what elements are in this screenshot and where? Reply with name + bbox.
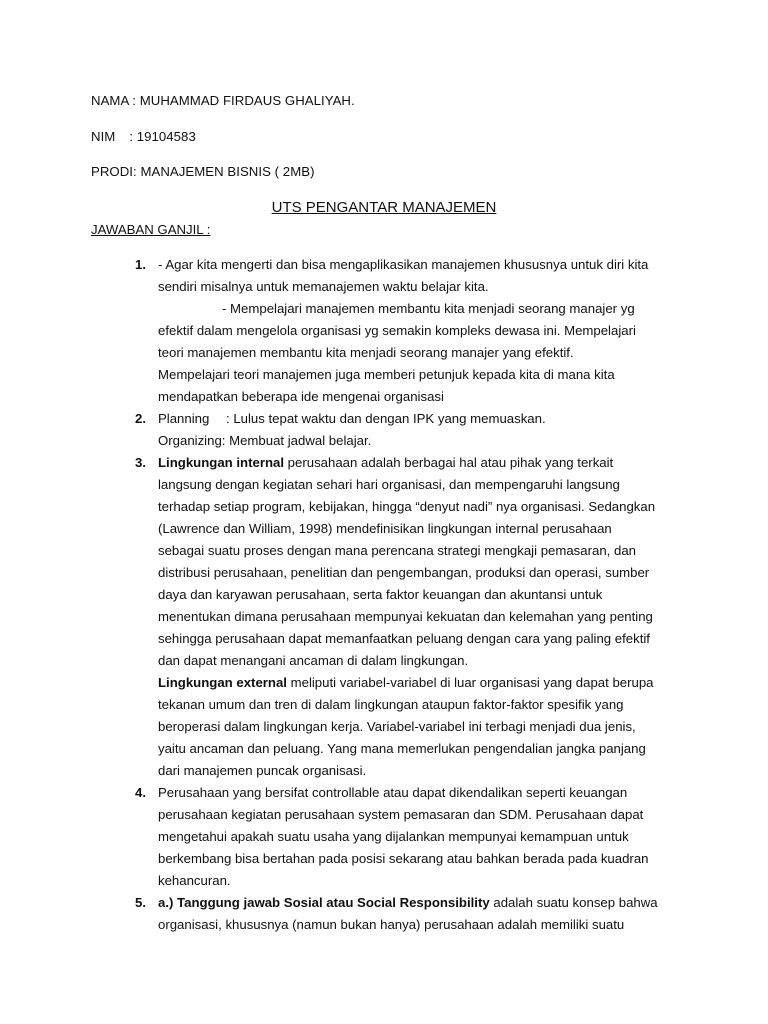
text-line: mendapatkan beberapa ide mengenai organisasi [158, 389, 444, 404]
student-nim [91, 129, 196, 144]
text-line: teori manajemen membantu kita menjadi seorang manajer yang efektif. [158, 345, 574, 360]
item-number: 3. [135, 455, 146, 470]
text-line: (Lawrence dan William, 1998) mendefinisikan lingkungan internal perusahaan [158, 521, 612, 536]
term-external: Lingkungan external [158, 675, 287, 690]
text-line: efektif dalam mengelola organisasi yg semakin kompleks dewasa ini. Mempelajari [158, 323, 636, 338]
text-line: dan dapat menangani ancaman di dalam lingkungan. [158, 653, 469, 668]
text-line: terhadap setiap program, kebijakan, hingga “denyut nadi” nya organisasi. Sedangkan [158, 499, 656, 514]
text-line: sebagai suatu proses dengan mana perencana strategi mengkaji pemasaran, dan [158, 543, 636, 558]
planning-label: Planning [158, 411, 210, 426]
text-span: perusahaan adalah berbagai hal atau pihak yang terkait [284, 455, 614, 470]
text-line [158, 892, 691, 914]
text-line: distribusi perusahaan, penelitian dan pengembangan, produksi dan operasi, sumber [158, 565, 650, 580]
text-line: - Mempelajari manajemen membantu kita menjadi seorang manajer yg [222, 301, 635, 316]
student-name: NAMA : MUHAMMAD FIRDAUS GHALIYAH. [91, 93, 355, 108]
text-line: yaitu ancaman dan peluang. Yang mana memerlukan pengendalian jangka panjang [158, 741, 646, 756]
page-title: UTS PENGANTAR MANAJEMEN [271, 199, 497, 216]
text-line [158, 452, 691, 474]
text-line: kehancuran. [158, 873, 231, 888]
text-line [158, 408, 691, 430]
list-item [91, 782, 691, 892]
text-line: menentukan dimana perusahaan mempunyai kekuatan dan kelemahan yang penting [158, 609, 653, 624]
text-line: perusahaan kegiatan perusahaan system pemasaran dan SDM. Perusahaan dapat [158, 807, 644, 822]
text-line: sendiri misalnya untuk memanajemen waktu belajar kita. [158, 279, 489, 294]
list-item [91, 452, 691, 782]
text-line: mengetahui apakah suatu usaha yang dijalankan mempunyai kemampuan untuk [158, 829, 629, 844]
student-prodi: PRODI: MANAJEMEN BISNIS ( 2MB) [91, 164, 315, 179]
text-line: dari manajemen puncak organisasi. [158, 763, 367, 778]
text-line: organisasi, khususnya (namun bukan hanya) perusahaan adalah memiliki suatu [158, 917, 625, 932]
text-line: tekanan umum dan tren di dalam lingkungan ataupun faktor-faktor spesifik yang [158, 697, 624, 712]
term-social-responsibility: a.) Tanggung jawab Sosial atau Social Responsibility [158, 895, 490, 910]
text-line: - Agar kita mengerti dan bisa mengaplikasikan manajemen khususnya untuk diri kita [158, 257, 649, 272]
text-line: beroperasi dalam lingkungan kerja. Variabel-variabel ini terbagi menjadi dua jenis, [158, 719, 636, 734]
section-heading: JAWABAN GANJIL : [91, 222, 211, 237]
text-line: Organizing: Membuat jadwal belajar. [158, 433, 372, 448]
text-line: berkembang bisa bertahan pada posisi sekarang atau bahkan berada pada kuadran [158, 851, 649, 866]
text-line: langsung dengan kegiatan sehari hari organisasi, dan mempengaruhi langsung [158, 477, 620, 492]
item-number: 2. [135, 411, 146, 426]
list-item [91, 892, 691, 936]
list-item [91, 254, 691, 408]
nim-value: : 19104583 [129, 129, 196, 144]
text-line: daya dan karyawan perusahaan, serta faktor keuangan dan akuntansi untuk [158, 587, 603, 602]
item-number: 4. [135, 785, 146, 800]
item-number: 5. [135, 895, 146, 910]
text-span: adalah suatu konsep bahwa [489, 895, 658, 910]
planning-text: : Lulus tepat waktu dan dengan IPK yang memuaskan. [226, 411, 546, 426]
text-span: meliputi variabel-variabel di luar organisasi yang dapat berupa [286, 675, 654, 690]
text-line [158, 672, 691, 694]
list-item [91, 408, 691, 452]
term-internal: Lingkungan internal [158, 455, 285, 470]
text-line: Mempelajari teori manajemen juga memberi petunjuk kepada kita di mana kita [158, 367, 615, 382]
item-number: 1. [135, 257, 146, 272]
text-line: Perusahaan yang bersifat controllable atau dapat dikendalikan seperti keuangan [158, 785, 628, 800]
answer-list [91, 254, 691, 936]
nim-label: NIM [91, 129, 116, 144]
text-line: sehingga perusahaan dapat memanfaatkan peluang dengan cara yang paling efektif [158, 631, 650, 646]
